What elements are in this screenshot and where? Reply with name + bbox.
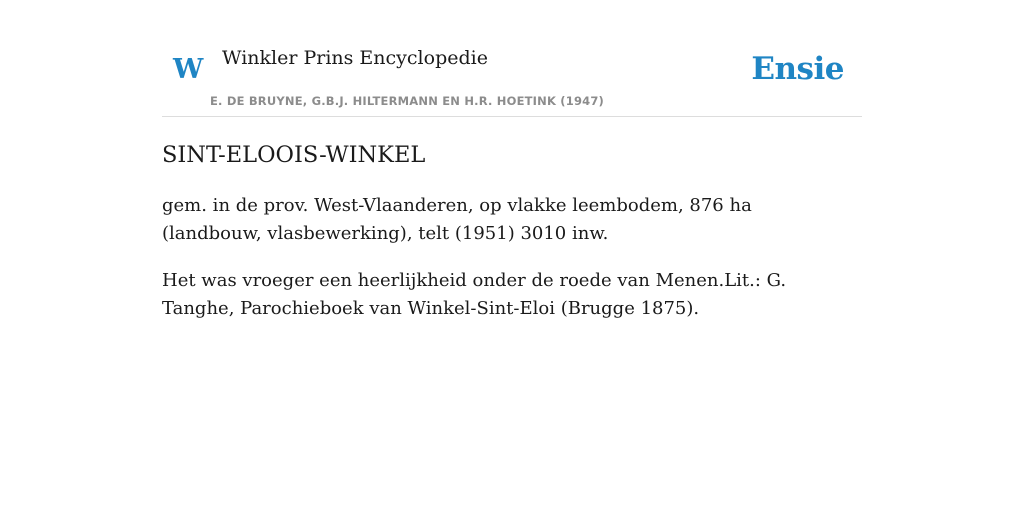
article-title: SINT-ELOOIS-WINKEL bbox=[162, 142, 426, 168]
header bbox=[162, 0, 862, 117]
winkler-prins-logo-icon[interactable]: W bbox=[173, 54, 204, 85]
encyclopedia-authors: E. DE BRUYNE, G.B.J. HILTERMANN EN H.R. HOETINK (1947) bbox=[210, 94, 605, 108]
article-paragraph: Het was vroeger een heerlijkheid onder de roede van Menen.Lit.: G. Tanghe, Parochieboek van Winkel-Sint-Eloi (Brugge 1875). bbox=[162, 270, 787, 319]
article bbox=[162, 138, 822, 323]
encyclopedia-title[interactable]: Winkler Prins Encyclopedie bbox=[222, 47, 488, 69]
ensie-logo[interactable]: Ensie bbox=[751, 51, 844, 87]
article-paragraph: gem. in de prov. West-Vlaanderen, op vlakke leembodem, 876 ha (landbouw, vlasbewerking), telt (1951) 3010 inw. bbox=[162, 195, 752, 244]
